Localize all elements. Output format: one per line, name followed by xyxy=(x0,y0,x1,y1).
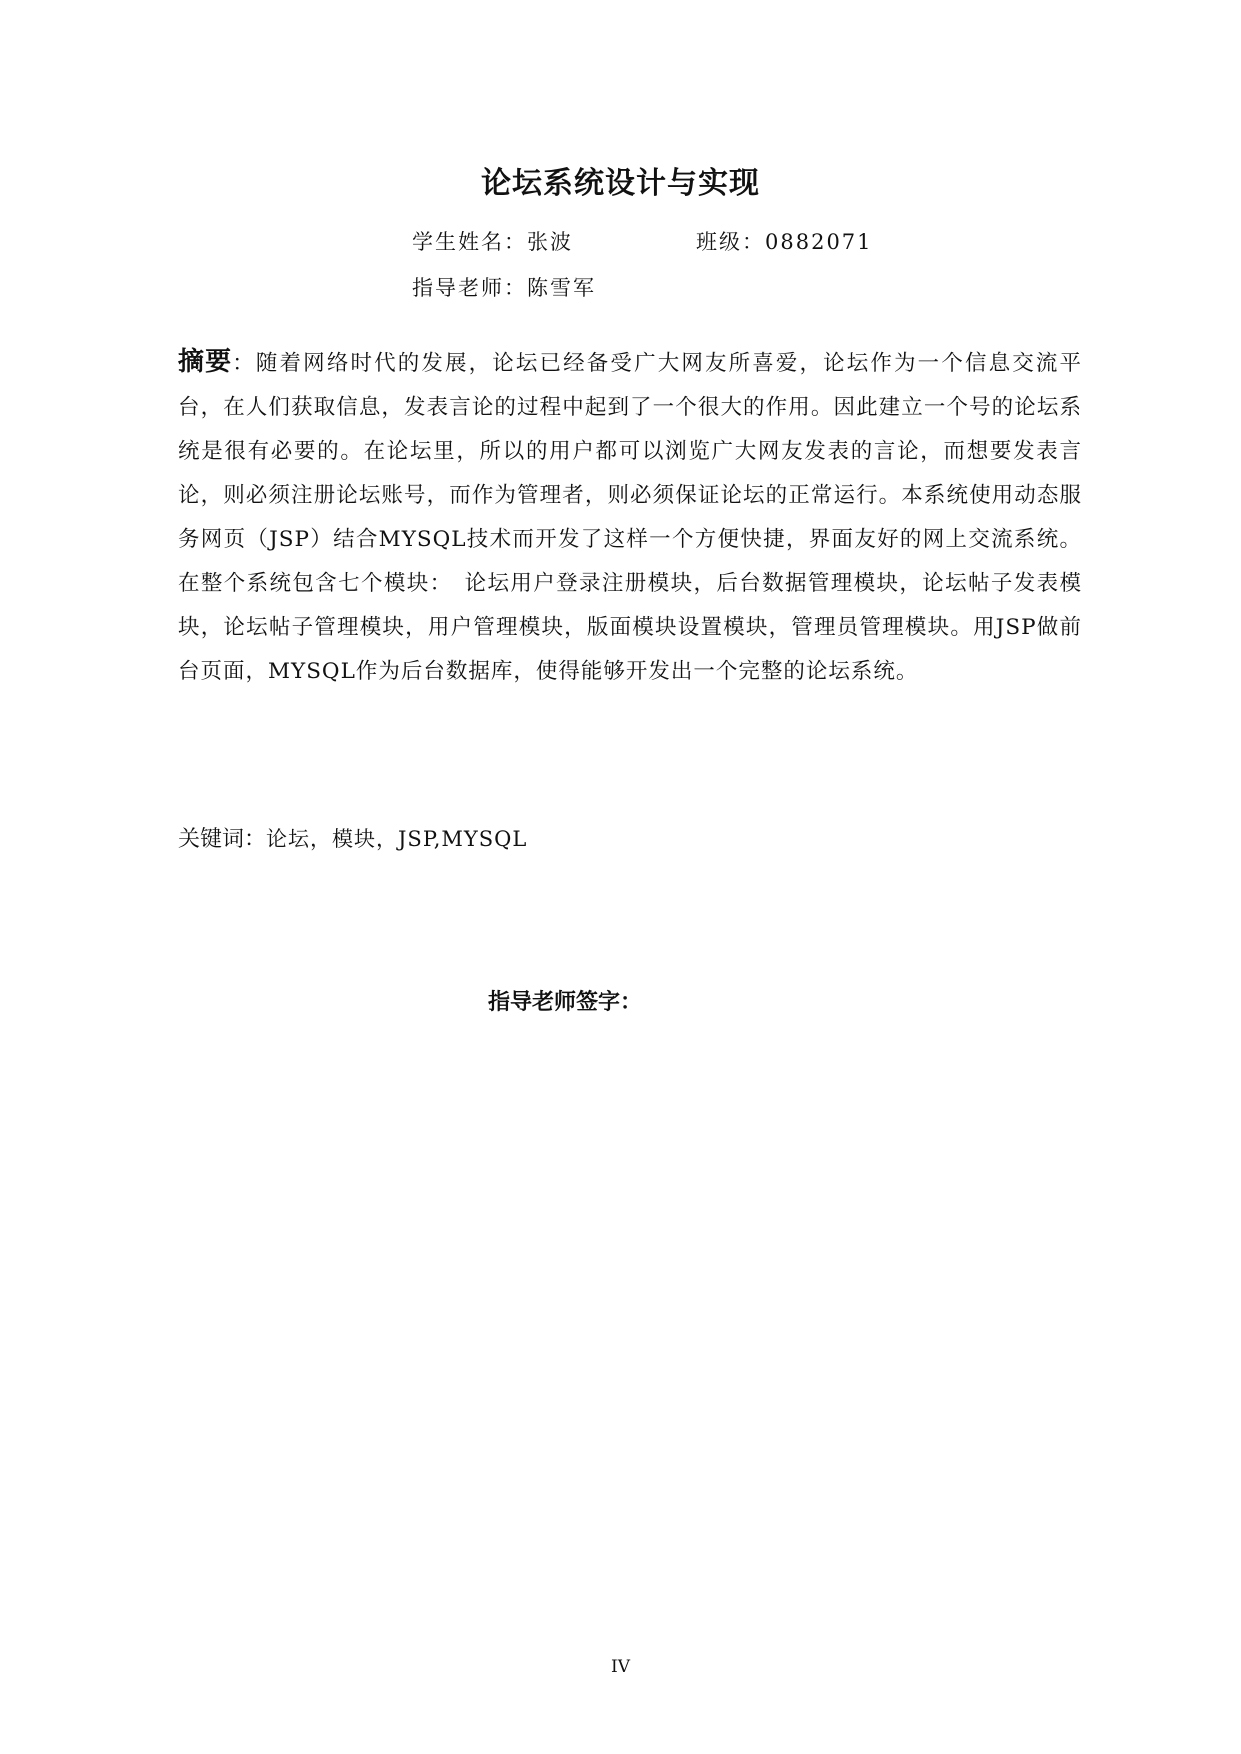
student-name: 学生姓名：张波 xyxy=(412,230,573,254)
abstract-text: ：随着网络时代的发展，论坛已经备受广大网友所喜爱，论坛作为一个信息交流平台，在人们获取信息，发表言论的过程中起到了一个很大的作用。因此建立一个号的论坛系统是很有必要的。在论坛里，所以的用户都可以浏览广大网友发表的言论，而想要发表言论，则必须注册论坛账号，而作为管理者，则必须保证论坛的正常运行。本系统使用动态服务网页（JSP）结合MYSQL技术而开发了这样一个方便快捷，界面友好的网上交流系统。在整个系统包含七个模块： 论坛用户登录注册模块，后台数据管理模块，论坛帖子发表模块，论坛帖子管理模块，用户管理模块，版面模块设置模块，管理员管理模块。用JSP做前台页面，MYSQL作为后台数据库，使得能够开发出一个完整的论坛系统。 xyxy=(178,351,1082,684)
abstract-label: 摘要 xyxy=(178,347,233,377)
keywords-line xyxy=(178,822,527,853)
page-number: IV xyxy=(611,1657,630,1677)
class-number: 班级：0882071 xyxy=(696,230,873,254)
abstract-paragraph xyxy=(178,340,1082,694)
advisor-name: 指导老师：陈雪军 xyxy=(412,276,596,300)
paper-title: 论坛系统设计与实现 xyxy=(481,166,760,201)
keywords-text: 论坛，模块，JSP,MYSQL xyxy=(266,827,528,851)
advisor-signature-label: 指导老师签字： xyxy=(488,990,643,1015)
keywords-label: 关键词： xyxy=(178,827,267,852)
